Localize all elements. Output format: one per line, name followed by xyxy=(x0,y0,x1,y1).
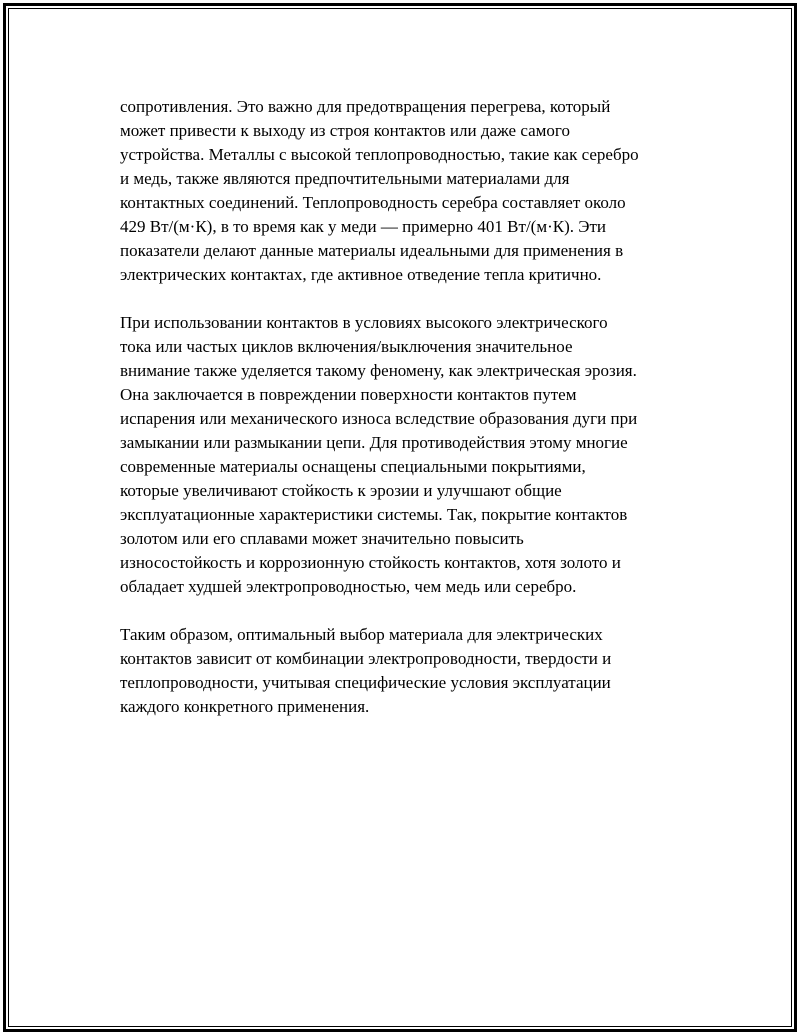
text-line: может привести к выходу из строя контактов или даже самого xyxy=(120,121,570,140)
text-line: При использовании контактов в условиях высокого электрического xyxy=(120,313,608,332)
text-line: каждого конкретного применения. xyxy=(120,697,370,716)
text-line: современные материалы оснащены специальными покрытиями, xyxy=(120,457,586,476)
text-line: Таким образом, оптимальный выбор материала для электрических xyxy=(120,625,603,644)
text-line: электрических контактах, где активное отведение тепла критично. xyxy=(120,265,602,284)
text-line: 429 Вт/(м·К), в то время как у меди — примерно 401 Вт/(м·К). Эти xyxy=(120,217,607,236)
text-line: эксплуатационные характеристики системы. Так, покрытие контактов xyxy=(120,505,628,524)
text-line: внимание также уделяется такому феномену, как электрическая эрозия. xyxy=(120,361,637,380)
document-body xyxy=(120,95,695,743)
text-line: замыкании или размыкании цепи. Для противодействия этому многие xyxy=(120,433,628,452)
text-line: золотом или его сплавами может значительно повысить xyxy=(120,529,524,548)
text-line: контактов зависит от комбинации электропроводности, твердости и xyxy=(120,649,612,668)
paragraph-3 xyxy=(120,623,695,719)
text-line: теплопроводности, учитывая специфические условия эксплуатации xyxy=(120,673,611,692)
text-line: сопротивления. Это важно для предотвращения перегрева, который xyxy=(120,97,611,116)
text-line: показатели делают данные материалы идеальными для применения в xyxy=(120,241,624,260)
text-line: и медь, также являются предпочтительными материалами для xyxy=(120,169,570,188)
document-page xyxy=(3,3,797,1032)
text-line: испарения или механического износа вследствие образования дуги при xyxy=(120,409,638,428)
text-line: устройства. Металлы с высокой теплопроводностью, такие как серебро xyxy=(120,145,639,164)
text-line: контактных соединений. Теплопроводность серебра составляет около xyxy=(120,193,626,212)
text-line: износостойкость и коррозионную стойкость контактов, хотя золото и xyxy=(120,553,621,572)
paragraph-1 xyxy=(120,95,695,287)
text-line: Она заключается в повреждении поверхности контактов путем xyxy=(120,385,577,404)
text-line: обладает худшей электропроводностью, чем медь или серебро. xyxy=(120,577,577,596)
text-line: которые увеличивают стойкость к эрозии и улучшают общие xyxy=(120,481,562,500)
paragraph-2 xyxy=(120,311,695,599)
text-line: тока или частых циклов включения/выключения значительное xyxy=(120,337,573,356)
